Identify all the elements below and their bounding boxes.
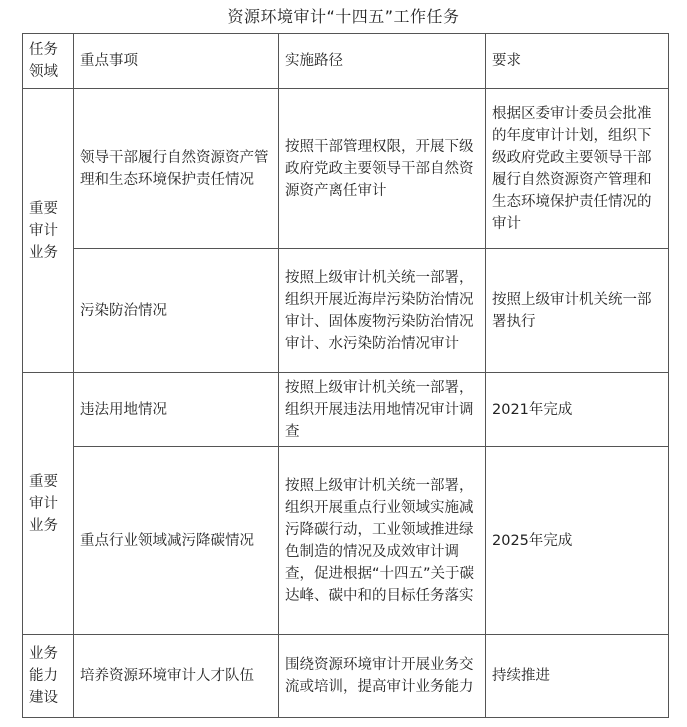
req-cell: 按照上级审计机关统一部署执行 bbox=[486, 249, 669, 373]
table-row bbox=[23, 249, 669, 373]
header-item: 重点事项 bbox=[74, 34, 279, 89]
path-cell: 按照上级审计机关统一部署，组织开展重点行业领域实施减污降碳行动，工业领域推进绿色制造的情况及成效审计调查，促进根据“十四五”关于碳达峰、碳中和的目标任务落实 bbox=[279, 447, 486, 635]
task-table bbox=[22, 33, 669, 718]
table-row bbox=[23, 373, 669, 447]
path-cell: 按照干部管理权限，开展下级政府党政主要领导干部自然资源资产离任审计 bbox=[279, 89, 486, 249]
path-cell: 按照上级审计机关统一部署，组织开展近海岸污染防治情况审计、固体废物污染防治情况审计、水污染防治情况审计 bbox=[279, 249, 486, 373]
path-cell: 围绕资源环境审计开展业务交流或培训，提高审计业务能力 bbox=[279, 635, 486, 718]
header-path: 实施路径 bbox=[279, 34, 486, 89]
table-row bbox=[23, 89, 669, 249]
table-row bbox=[23, 447, 669, 635]
group-label: 重要审计业务 bbox=[23, 89, 74, 373]
group-label: 业务能力建设 bbox=[23, 635, 74, 718]
table-header-row bbox=[23, 34, 669, 89]
item-cell: 重点行业领域减污降碳情况 bbox=[74, 447, 279, 635]
page-title: 资源环境审计“十四五”工作任务 bbox=[227, 7, 460, 26]
req-cell: 2025年完成 bbox=[486, 447, 669, 635]
table-row bbox=[23, 635, 669, 718]
item-cell: 领导干部履行自然资源资产管理和生态环境保护责任情况 bbox=[74, 89, 279, 249]
header-req: 要求 bbox=[486, 34, 669, 89]
req-cell: 2021年完成 bbox=[486, 373, 669, 447]
req-cell: 根据区委审计委员会批准的年度审计计划，组织下级政府党政主要领导干部履行自然资源资产管理和生态环境保护责任情况的审计 bbox=[486, 89, 669, 249]
req-cell: 持续推进 bbox=[486, 635, 669, 718]
path-cell: 按照上级审计机关统一部署，组织开展违法用地情况审计调查 bbox=[279, 373, 486, 447]
item-cell: 污染防治情况 bbox=[74, 249, 279, 373]
group-label: 重要审计业务 bbox=[23, 373, 74, 635]
item-cell: 违法用地情况 bbox=[74, 373, 279, 447]
header-area: 任务领域 bbox=[23, 34, 74, 89]
item-cell: 培养资源环境审计人才队伍 bbox=[74, 635, 279, 718]
